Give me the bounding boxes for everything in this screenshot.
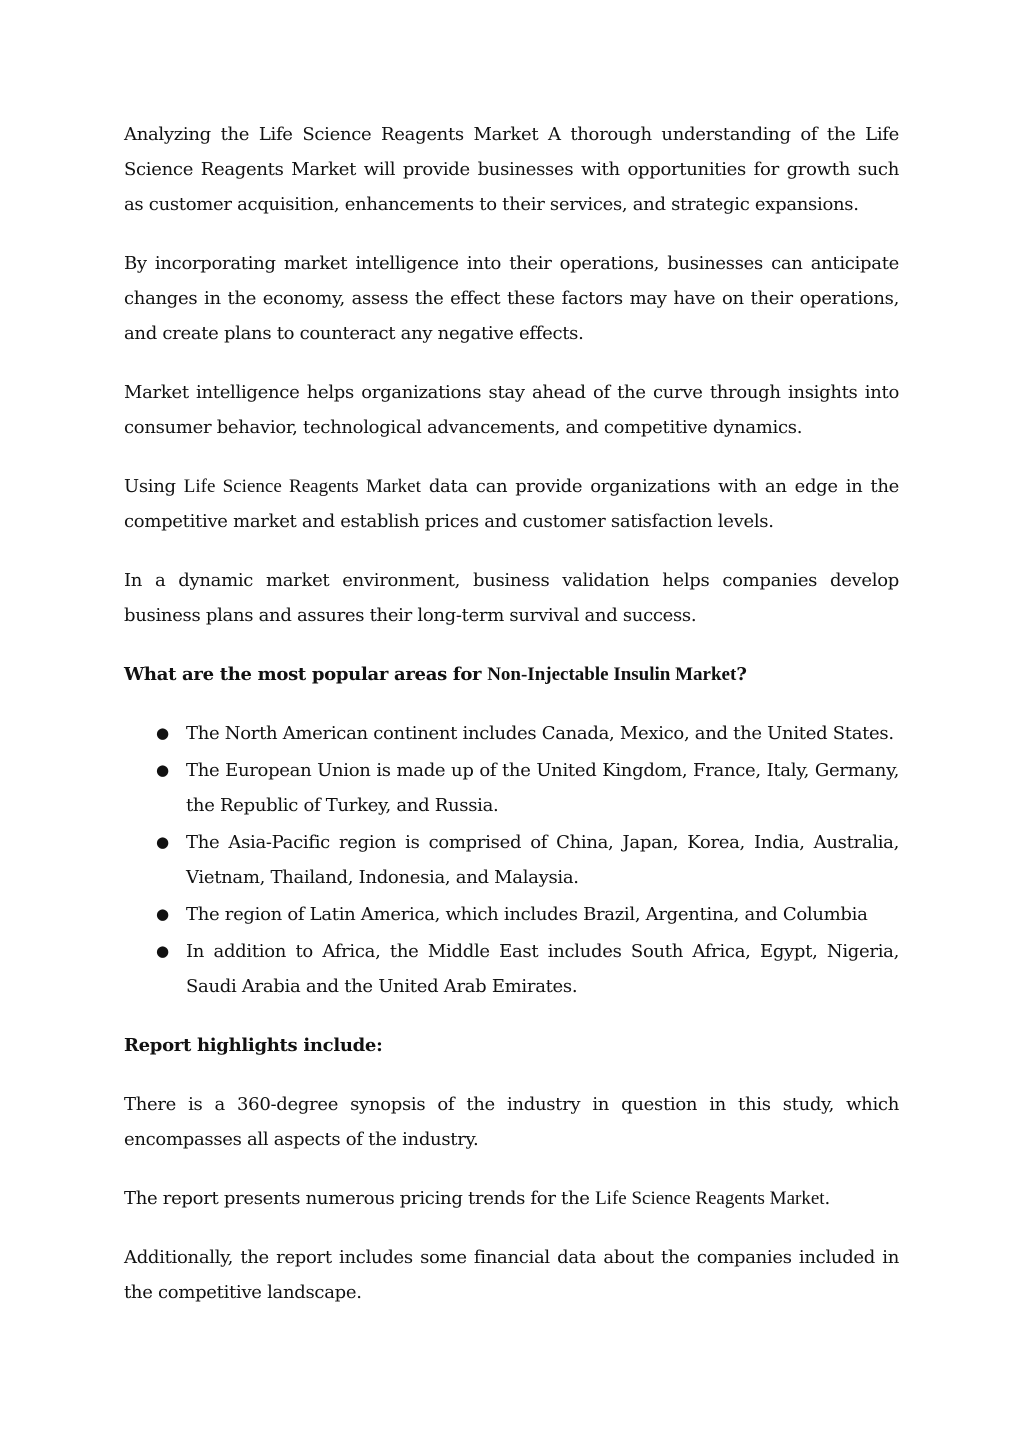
list-item <box>124 934 899 1004</box>
pricing-paragraph <box>124 1181 899 1216</box>
list-item-text: In addition to Africa, the Middle East includes South Africa, Egypt, Nigeria, Saudi Arabia and the United Arab Emirates. <box>186 941 899 997</box>
list-item <box>124 753 899 823</box>
list-item <box>124 716 899 751</box>
financial-paragraph: Additionally, the report includes some financial data about the companies included in the competitive landscape. <box>124 1247 899 1303</box>
regions-heading-suffix: ? <box>736 664 747 685</box>
bullet-icon: ● <box>156 761 169 779</box>
bullet-icon: ● <box>156 724 169 742</box>
regions-heading-prefix: What are the most popular areas for <box>124 664 488 685</box>
bullet-icon: ● <box>156 905 169 923</box>
market-intelligence-paragraph: By incorporating market intelligence into their operations, businesses can anticipate changes in the economy, assess the effect these factors may have on their operations, and create plans to counteract any negative effects. <box>124 253 899 344</box>
regions-list <box>124 716 899 1004</box>
validation-paragraph: In a dynamic market environment, business validation helps companies develop business plans and assures their long-term survival and success. <box>124 570 899 626</box>
bullet-icon: ● <box>156 942 169 960</box>
using-prefix: Using <box>124 476 184 497</box>
list-item-text: The North American continent includes Canada, Mexico, and the United States. <box>186 723 894 744</box>
intro-paragraph: Analyzing the Life Science Reagents Market A thorough understanding of the Life Science Reagents Market will provide businesses with opportunities for growth such as customer acquisition, enhancements to their services, and strategic expansions. <box>124 124 899 215</box>
list-item-text: The Asia-Pacific region is comprised of China, Japan, Korea, India, Australia, Vietnam, Thailand, Indonesia, and Malaysia. <box>186 832 899 888</box>
list-item-text: The European Union is made up of the United Kingdom, France, Italy, Germany, the Republic of Turkey, and Russia. <box>186 760 899 816</box>
list-item <box>124 897 899 932</box>
using-data-paragraph <box>124 469 899 539</box>
pricing-prefix: The report presents numerous pricing trends for the <box>124 1188 596 1209</box>
market-name: Life Science Reagents Market <box>183 476 421 497</box>
highlights-heading: Report highlights include: <box>124 1035 383 1056</box>
document-page <box>124 117 899 1334</box>
list-item-text: The region of Latin America, which includes Brazil, Argentina, and Columbia <box>186 904 868 925</box>
regions-heading-market: Non-Injectable Insulin Market <box>487 664 737 685</box>
using-suffix: data can provide organizations with an edge in the competitive market and establish prices and customer satisfaction levels. <box>124 476 900 532</box>
bullet-icon: ● <box>156 833 169 851</box>
pricing-market-name: Life Science Reagents Market <box>595 1188 825 1209</box>
list-item <box>124 825 899 895</box>
synopsis-paragraph: There is a 360-degree synopsis of the industry in question in this study, which encompasses all aspects of the industry. <box>124 1094 899 1150</box>
pricing-suffix: . <box>824 1188 830 1209</box>
curve-paragraph: Market intelligence helps organizations stay ahead of the curve through insights into consumer behavior, technological advancements, and competitive dynamics. <box>124 382 899 438</box>
regions-heading <box>124 657 899 692</box>
